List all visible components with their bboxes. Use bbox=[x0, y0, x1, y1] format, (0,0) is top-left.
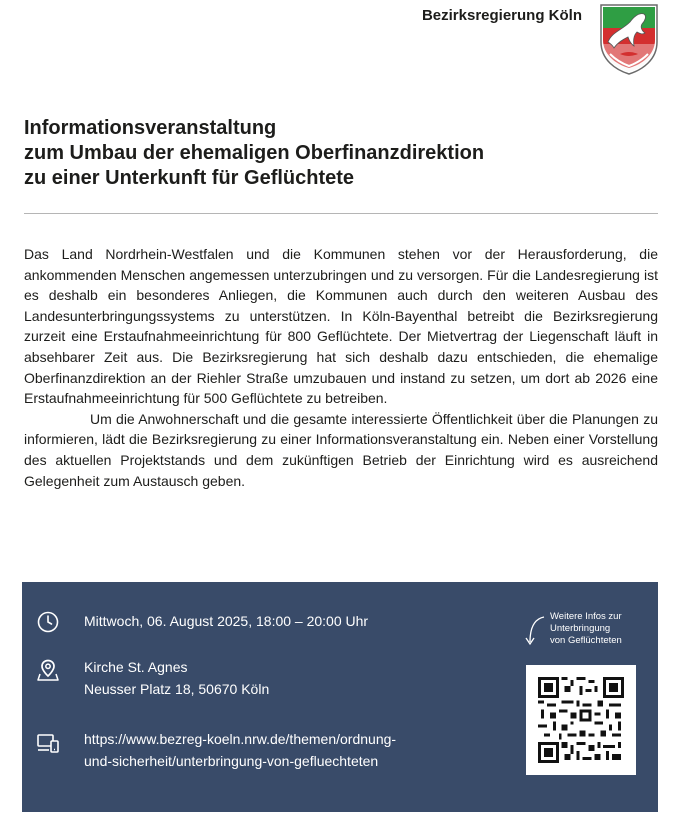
event-location-address: Neusser Platz 18, 50670 Köln bbox=[84, 681, 270, 697]
info-link[interactable]: und-sicherheit/unterbringung-von-gefluechteten bbox=[84, 753, 379, 769]
devices-icon bbox=[36, 731, 60, 755]
page-title bbox=[24, 116, 644, 191]
event-datetime: Mittwoch, 06. August 2025, 18:00 – 20:00 Uhr bbox=[84, 613, 369, 629]
qr-code-frame bbox=[526, 665, 636, 775]
qr-code-icon[interactable] bbox=[538, 677, 624, 763]
qr-note-line: von Geflüchteten bbox=[550, 635, 622, 646]
event-info-box bbox=[22, 582, 658, 812]
body-paragraph: Um die Anwohnerschaft und die gesamte interessierte Öffentlichkeit über die Planungen zu informieren, lädt die Bezirksregierung zu einer Informationsveranstaltung ein. Neben einer Vorstellung des aktuellen Projektstands und dem zukünftigen Betrieb der Einrichtung wird es ausreichend Gelegenheit zum Austausch geben. bbox=[24, 410, 658, 489]
title-line: zum Umbau der ehemaligen Oberfinanzdirektion bbox=[24, 142, 485, 164]
title-line: zu einer Unterkunft für Geflüchtete bbox=[24, 167, 355, 189]
info-link[interactable]: https://www.bezreg-koeln.nrw.de/themen/ordnung- bbox=[84, 731, 397, 747]
nrw-crest-icon bbox=[598, 2, 660, 76]
organization-name: Bezirksregierung Köln bbox=[421, 7, 582, 24]
title-divider bbox=[24, 213, 658, 214]
qr-note-line: Unterbringung bbox=[550, 623, 611, 634]
clock-icon bbox=[36, 610, 60, 634]
map-pin-icon bbox=[36, 658, 60, 682]
qr-note bbox=[550, 611, 646, 647]
title-line: Informationsveranstaltung bbox=[24, 117, 277, 139]
body-text bbox=[24, 244, 658, 491]
body-paragraph: Das Land Nordrhein-Westfalen und die Kommunen stehen vor der Herausforderung, die ankommenden Menschen angemessen unterzubringen und zu versorgen. Für die Landesregierung ist es deshalb ein besonderes Anliegen, die Kommunen auch durch den weiteren Ausbau des Landesunterbringungssystems zu unterstützen. In Köln-Bayenthal betreibt die Bezirksregierung zurzeit eine Erstaufnahmeeinrichtung für 800 Geflüchtete. Der Mietvertrag der Liegenschaft läuft in absehbarer Zeit aus. Die Bezirksregierung hat sich deshalb dazu entschieden, die ehemalige Oberfinanzdirektion an der Riehler Straße umzubauen und instand zu setzen, um dort ab 2026 eine Erstaufnahmeeinrichtung für 500 Geflüchtete zu betreiben. bbox=[24, 246, 658, 407]
event-location-name: Kirche St. Agnes bbox=[84, 659, 188, 675]
qr-note-line: Weitere Infos zur bbox=[550, 611, 622, 622]
curved-arrow-icon bbox=[522, 614, 548, 648]
